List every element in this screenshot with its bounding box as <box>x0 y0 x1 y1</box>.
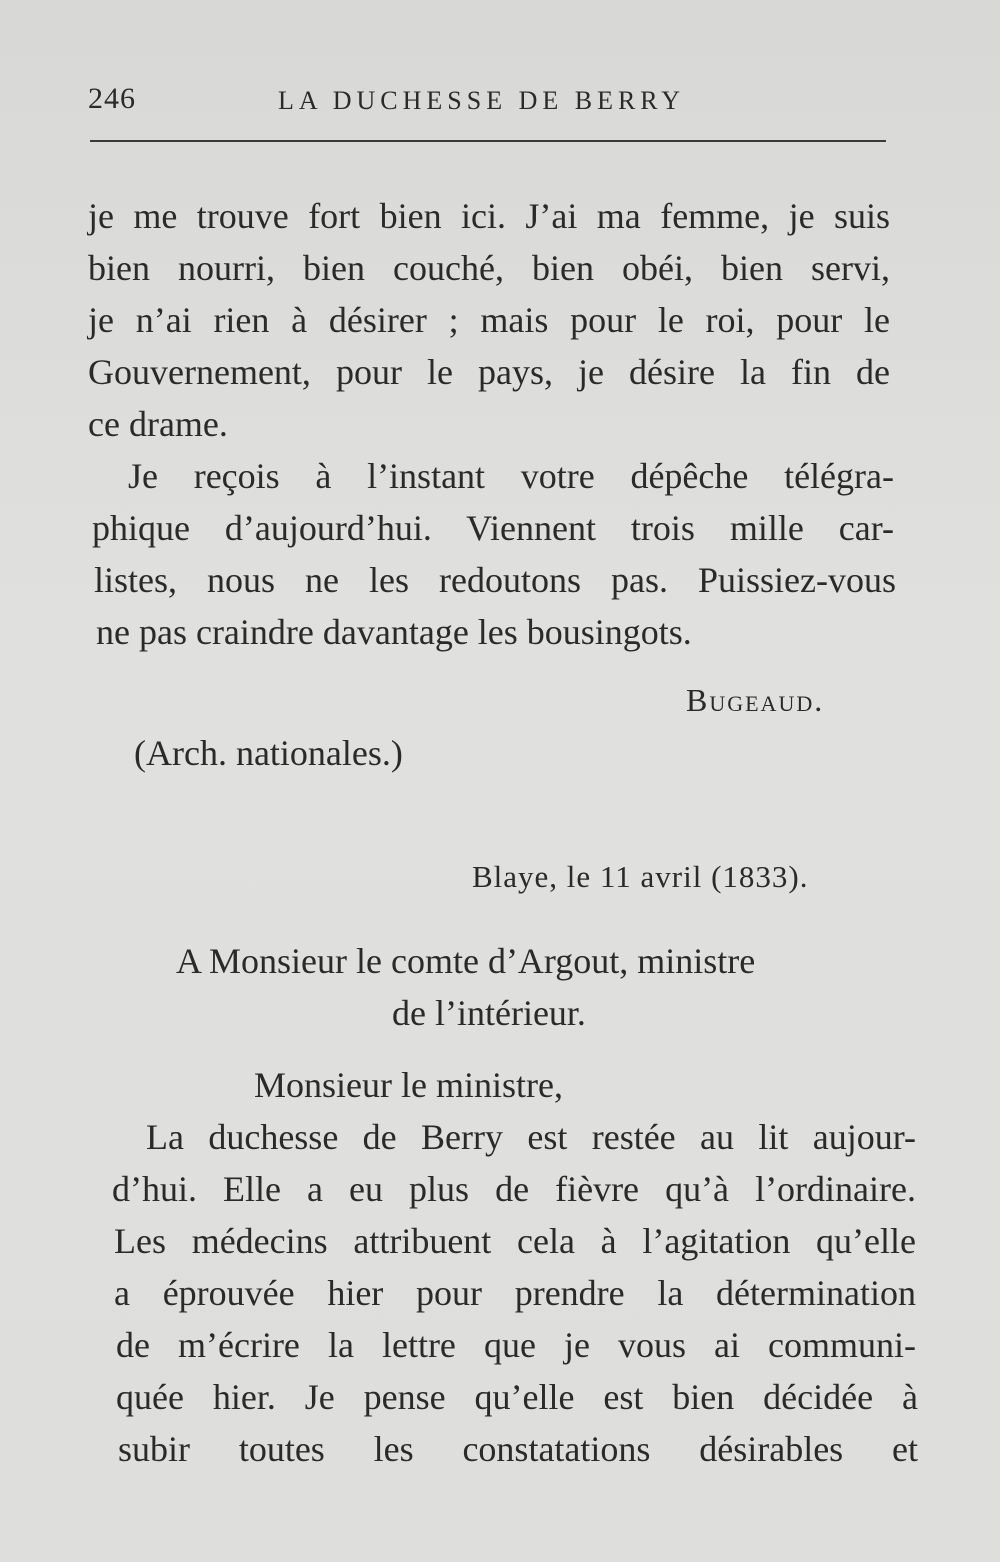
header-rule <box>90 140 886 142</box>
dateline: Blaye, le 11 avril (1833). <box>472 859 809 894</box>
text-line: ne pas craindre davantage les bousingots. <box>96 612 692 652</box>
address-line: de l’intérieur. <box>392 993 586 1033</box>
page-header <box>88 82 888 132</box>
page-number: 246 <box>88 82 136 115</box>
text-line: je me trouve fort bien ici. J’ai ma femme, je suis <box>88 196 890 236</box>
signature: Bugeaud. <box>686 682 825 718</box>
text-line: quée hier. Je pense qu’elle est bien décidée à <box>116 1377 918 1417</box>
text-line: Je reçois à l’instant votre dépêche télégra- <box>128 456 894 496</box>
salutation: Monsieur le ministre, <box>254 1065 563 1105</box>
address-line: A Monsieur le comte d’Argout, ministre <box>176 941 756 981</box>
text-line: d’hui. Elle a eu plus de fièvre qu’à l’ordinaire. <box>112 1169 916 1209</box>
text-line: phique d’aujourd’hui. Viennent trois mille car- <box>92 508 894 548</box>
running-title: LA DUCHESSE DE BERRY <box>278 86 685 115</box>
text-line: listes, nous ne les redoutons pas. Puissiez-vous <box>94 560 896 600</box>
text-line: ce drame. <box>88 404 228 444</box>
source-note: (Arch. nationales.) <box>134 733 403 773</box>
text-line: a éprouvée hier pour prendre la détermination <box>114 1273 916 1313</box>
text-line: bien nourri, bien couché, bien obéi, bien servi, <box>88 248 890 288</box>
text-line: subir toutes les constatations désirables et <box>118 1429 918 1469</box>
text-line: La duchesse de Berry est restée au lit aujour- <box>146 1117 916 1157</box>
text-line: je n’ai rien à désirer ; mais pour le roi, pour le <box>88 300 890 340</box>
text-line: Gouvernement, pour le pays, je désire la fin de <box>88 352 890 392</box>
text-line: de m’écrire la lettre que je vous ai communi- <box>116 1325 916 1365</box>
text-line: Les médecins attribuent cela à l’agitation qu’elle <box>114 1221 916 1261</box>
